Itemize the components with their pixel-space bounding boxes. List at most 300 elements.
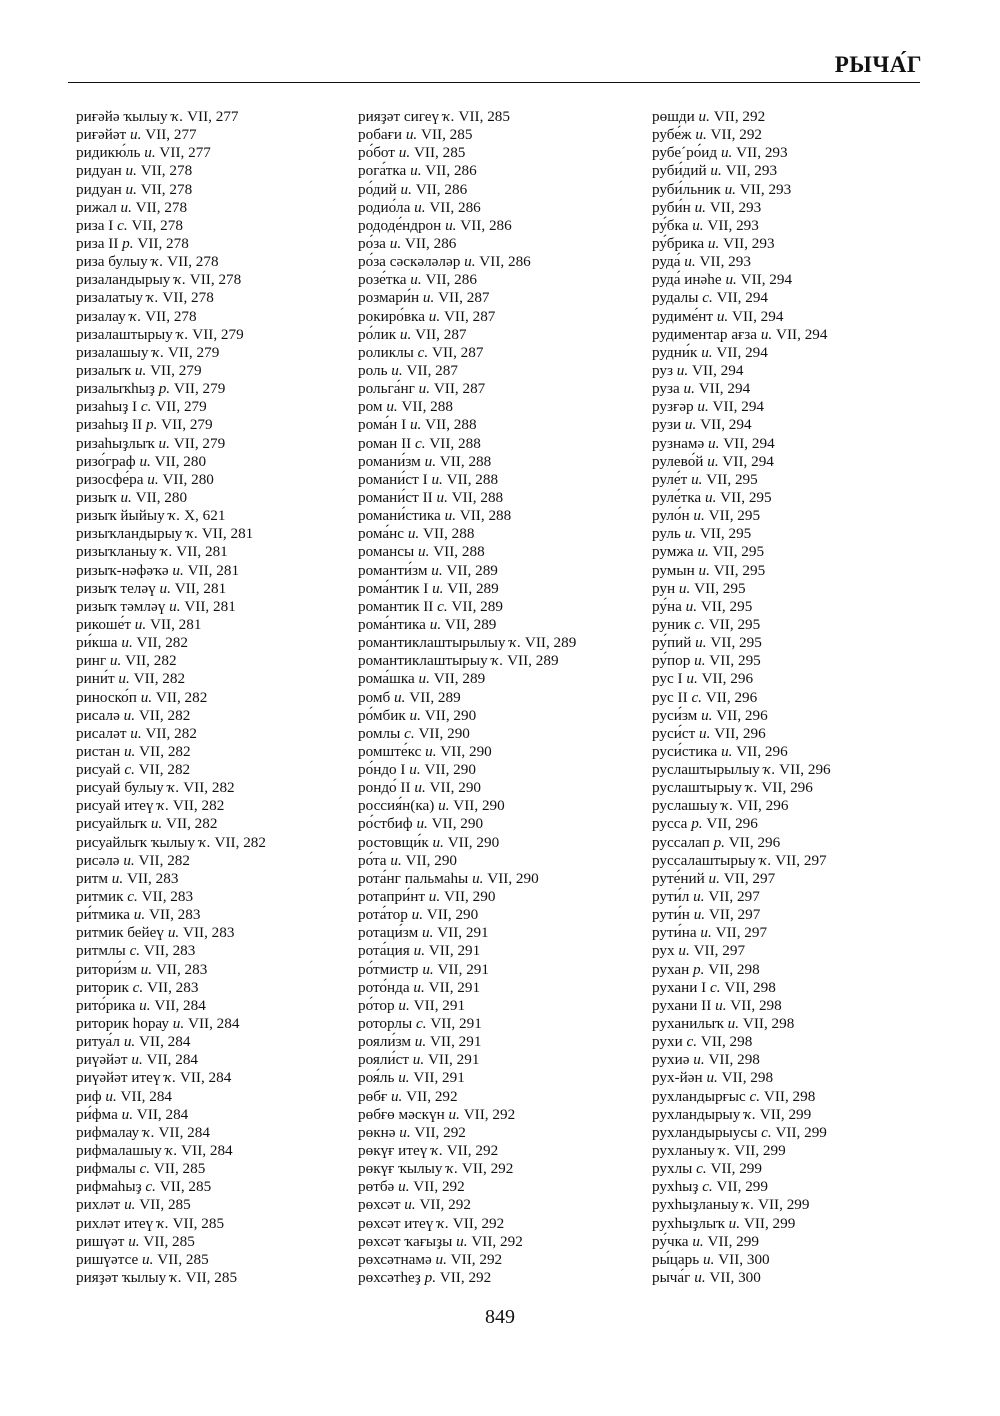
entry-word: ру́на	[652, 597, 682, 615]
entry-word: романсы	[358, 543, 415, 561]
entry-reference: VII, 292	[413, 1178, 465, 1196]
entry-pos: и.	[424, 452, 436, 470]
dictionary-entry	[652, 380, 831, 398]
entry-pos: и.	[684, 253, 696, 271]
entry-reference: VII, 279	[173, 380, 226, 398]
entry-pos: и.	[120, 198, 132, 216]
entry-word: руник	[652, 615, 691, 633]
column-1	[76, 108, 266, 1287]
entry-reference: VII, 299	[743, 1214, 796, 1232]
dictionary-entry	[652, 235, 831, 253]
dictionary-entry	[652, 815, 831, 833]
entry-reference: VII, 296	[736, 742, 788, 760]
entry-word: ризыҡ теләү	[76, 579, 156, 597]
dictionary-entry	[358, 253, 576, 271]
entry-word: ром	[358, 398, 383, 416]
dictionary-entry	[358, 507, 576, 525]
dictionary-entry	[358, 888, 576, 906]
entry-reference: VII, 290	[447, 833, 500, 851]
dictionary-entry	[76, 108, 266, 126]
entry-pos: и.	[172, 1015, 185, 1033]
dictionary-entry	[358, 580, 576, 598]
entry-pos: и.	[435, 1250, 447, 1268]
entry-pos: и.	[438, 797, 450, 815]
entry-pos: и.	[409, 761, 421, 779]
entry-reference: VII, 297	[693, 942, 746, 960]
entry-pos: и.	[139, 996, 151, 1014]
dictionary-entry	[652, 362, 831, 380]
dictionary-entry	[652, 779, 831, 797]
entry-reference: VII, 292	[452, 1214, 505, 1232]
entry-pos: с.	[696, 1160, 707, 1178]
entry-pos: и.	[694, 198, 706, 216]
entry-word: риноско́п	[76, 688, 137, 706]
entry-pos: ҡ.	[164, 1069, 177, 1087]
entry-word: роман II	[358, 434, 412, 452]
entry-pos: и.	[425, 742, 437, 760]
entry-reference: VII, 290	[424, 706, 477, 724]
entry-pos: и.	[693, 906, 706, 924]
entry-word: риғәйә ҡылыу	[76, 108, 168, 125]
entry-pos: и.	[418, 670, 430, 688]
entry-pos: и.	[407, 525, 420, 543]
entry-reference: VII, 292	[713, 108, 766, 125]
entry-word: роторлы	[358, 1015, 413, 1033]
dictionary-entry	[358, 761, 576, 779]
entry-pos: и.	[700, 924, 712, 942]
entry-word: розмари́н	[358, 289, 420, 307]
entry-word: руслаштырылыу	[652, 761, 760, 779]
entry-word: рути́н	[652, 906, 690, 924]
entry-pos: с.	[124, 761, 135, 779]
entry-reference: VII, 284	[179, 1069, 232, 1087]
entry-word: ротаци́зм	[358, 924, 419, 942]
entry-pos: и.	[123, 706, 136, 724]
entry-word: ридикю́ль	[76, 144, 141, 162]
entry-word: рисуай	[76, 761, 121, 779]
entry-word: ро́ндо I	[358, 761, 406, 779]
entry-pos: и.	[123, 1033, 136, 1051]
entry-word: романтиклаштырылыу	[358, 634, 506, 652]
entry-word: рифмаһыҙ	[76, 1178, 142, 1196]
dictionary-entry	[652, 924, 831, 942]
dictionary-entry	[76, 507, 266, 525]
dictionary-entry	[652, 1088, 831, 1106]
entry-reference: VII, 297	[723, 869, 776, 887]
entry-pos: ҡ.	[156, 1214, 169, 1232]
entry-word: рухлы	[652, 1160, 693, 1178]
entry-reference: VII, 289	[409, 688, 461, 706]
entry-pos: с.	[129, 942, 141, 960]
entry-pos: и.	[410, 162, 422, 180]
entry-word: рифмалау	[76, 1123, 140, 1141]
entry-word: рома́н I	[358, 416, 407, 434]
dictionary-entry	[76, 471, 266, 489]
entry-word: руслашыу	[652, 797, 718, 815]
entry-word: рисуайлыҡ ҡылыу	[76, 833, 196, 851]
entry-reference: VII, 282	[138, 706, 191, 724]
entry-word: ризосфе́ра	[76, 470, 144, 488]
dictionary-entry	[76, 961, 266, 979]
entry-word: рота́ция	[358, 942, 410, 960]
entry-pos: с.	[404, 724, 415, 742]
entry-word: рун	[652, 579, 676, 597]
entry-pos: ҡ.	[174, 271, 186, 289]
entry-word: ру́пор	[652, 652, 691, 670]
entry-word: рубе́ж	[652, 126, 692, 144]
entry-pos: р.	[713, 833, 725, 851]
entry-word: рини́т	[76, 670, 115, 688]
dictionary-entry	[358, 144, 576, 162]
entry-reference: VII, 288	[429, 434, 481, 452]
entry-pos: р.	[145, 416, 158, 434]
entry-pos: и.	[698, 561, 710, 579]
entry-reference: VII, 280	[154, 452, 207, 470]
dictionary-entry	[76, 489, 266, 507]
entry-pos: и.	[150, 815, 163, 833]
dictionary-entry	[76, 797, 266, 815]
entry-pos: и.	[693, 1051, 705, 1069]
entry-reference: VII, 286	[479, 253, 531, 271]
entry-reference: VII, 293	[709, 198, 762, 216]
entry-reference: VII, 297	[715, 924, 768, 942]
entry-word: рисуайлыҡ	[76, 815, 148, 833]
entry-pos: р.	[158, 380, 171, 398]
entry-pos: с.	[694, 615, 705, 633]
entry-pos: и.	[128, 1232, 140, 1250]
entry-word: розе́тка	[358, 271, 407, 289]
dictionary-entry	[76, 308, 266, 326]
dictionary-entry	[76, 779, 266, 797]
entry-reference: VII, 281	[201, 525, 254, 543]
entry-reference: VII, 278	[135, 198, 188, 216]
entry-word: ромште́кс	[358, 742, 422, 760]
entry-word: ризалыҡ	[76, 361, 132, 379]
entry-reference: VII, 281	[176, 543, 228, 561]
entry-reference: VII, 284	[146, 1051, 199, 1069]
dictionary-entry	[76, 815, 266, 833]
entry-word: рудиме́нт	[652, 307, 714, 325]
dictionary-entry	[358, 525, 576, 543]
dictionary-entry	[358, 1142, 576, 1160]
entry-pos: р.	[691, 815, 703, 833]
dictionary-entry	[76, 852, 266, 870]
entry-reference: VII, 289	[446, 561, 498, 579]
entry-reference: VII, 278	[189, 271, 242, 289]
entry-pos: и.	[413, 942, 425, 960]
dictionary-entry	[652, 1051, 831, 1069]
entry-word: рөшди	[652, 108, 695, 125]
entry-pos: и.	[134, 361, 147, 379]
entry-pos: и.	[418, 380, 431, 398]
entry-reference: VII, 288	[451, 488, 504, 506]
dictionary-entry	[358, 1269, 576, 1287]
dictionary-entry	[652, 398, 831, 416]
entry-reference: VII, 282	[172, 797, 225, 815]
dictionary-entry	[76, 942, 266, 960]
entry-word: рондо́ II	[358, 779, 411, 797]
entry-pos: и.	[699, 724, 711, 742]
dictionary-entry	[652, 761, 831, 779]
entry-reference: VII, 291	[429, 1033, 482, 1051]
entry-reference: VII, 278	[145, 307, 197, 325]
dictionary-entry	[358, 471, 576, 489]
dictionary-entry	[358, 1015, 576, 1033]
entry-word: руссалаштырыу	[652, 851, 756, 869]
guide-word: РЫЧА́Г	[834, 52, 922, 77]
entry-word: румжа	[652, 543, 694, 561]
entry-reference: VII, 287	[438, 289, 490, 307]
dictionary-entry	[76, 525, 266, 543]
entry-reference: VII, 298	[721, 1069, 774, 1087]
entry-word: руби́н	[652, 198, 691, 216]
entry-reference: VII, 282	[125, 652, 177, 670]
entry-reference: VII, 287	[443, 307, 496, 325]
entry-word: рота́тор	[358, 906, 408, 924]
entry-reference: VII, 291	[430, 1015, 482, 1033]
dictionary-entry	[652, 1124, 831, 1142]
entry-word: рояли́ст	[358, 1051, 409, 1069]
entry-pos: и.	[715, 996, 727, 1014]
entry-word: руси́стика	[652, 742, 718, 760]
entry-word: рольга́нг	[358, 380, 415, 398]
dictionary-entry	[652, 1160, 831, 1178]
dictionary-entry	[76, 453, 266, 471]
dictionary-entry	[76, 689, 266, 707]
entry-reference: VII, 283	[141, 888, 194, 906]
entry-word: ризаһыҙлыҡ	[76, 434, 155, 452]
entry-reference: VII, 295	[700, 597, 753, 615]
entry-reference: VII, 281	[187, 561, 240, 579]
dictionary-entry	[358, 162, 576, 180]
entry-word: рито́рика	[76, 996, 136, 1014]
entry-reference: VII, 282	[166, 815, 218, 833]
dictionary-entry	[358, 961, 576, 979]
entry-pos: и.	[436, 488, 448, 506]
dictionary-entry	[76, 834, 266, 852]
entry-word: рухани I	[652, 978, 707, 996]
entry-word: рухланыу	[652, 1142, 715, 1160]
entry-word: ринг	[76, 652, 107, 670]
entry-pos: и.	[701, 706, 713, 724]
dictionary-entry	[358, 1178, 576, 1196]
entry-word: ритуа́л	[76, 1033, 121, 1051]
dictionary-entry	[358, 1033, 576, 1051]
entry-word: ру́чка	[652, 1232, 689, 1250]
dictionary-entry	[652, 979, 831, 997]
entry-word: руханилыҡ	[652, 1015, 724, 1033]
entry-pos: ҡ.	[744, 1105, 756, 1123]
entry-pos: ҡ.	[763, 761, 776, 779]
entry-reference: VII, 293	[707, 216, 759, 234]
dictionary-entry	[76, 1106, 266, 1124]
entry-reference: VII, 294	[716, 343, 768, 361]
entry-reference: VII, 300	[718, 1250, 770, 1268]
entry-word: ризалаштырыу	[76, 325, 173, 343]
entry-pos: и.	[411, 906, 423, 924]
entry-pos: ҡ.	[168, 507, 181, 525]
dictionary-entry	[358, 416, 576, 434]
entry-pos: ҡ.	[437, 1214, 449, 1232]
dictionary-entry	[652, 344, 831, 362]
dictionary-entry	[652, 888, 831, 906]
dictionary-entry	[76, 289, 266, 307]
entry-word: риторик	[76, 978, 129, 996]
entry-reference: X, 621	[184, 507, 226, 525]
dictionary-entry	[76, 1124, 266, 1142]
dictionary-entry	[652, 416, 831, 434]
entry-pos: ҡ.	[151, 253, 164, 271]
entry-reference: VII, 295	[713, 561, 766, 579]
entry-pos: и.	[432, 833, 444, 851]
entry-pos: и.	[416, 815, 428, 833]
dictionary-entry	[358, 217, 576, 235]
entry-reference: VII, 289	[524, 634, 577, 652]
entry-pos: с.	[691, 688, 702, 706]
entry-word: рома́шка	[358, 670, 415, 688]
dictionary-entry	[652, 199, 831, 217]
dictionary-entry	[358, 689, 576, 707]
entry-word: рудни́к	[652, 343, 698, 361]
entry-reference: VII, 282	[138, 851, 190, 869]
entry-reference: VII, 285	[153, 1160, 206, 1178]
entry-word: рома́нтика	[358, 615, 426, 633]
entry-reference: VII, 286	[425, 162, 477, 180]
dictionary-entry	[76, 1160, 266, 1178]
dictionary-entry	[358, 1196, 576, 1214]
entry-pos: и.	[109, 652, 122, 670]
dictionary-entry	[652, 870, 831, 888]
entry-word: рөкүғ ҡылыу	[358, 1160, 443, 1178]
dictionary-entry	[358, 181, 576, 199]
entry-reference: VII, 293	[739, 180, 792, 198]
entry-pos: с.	[132, 978, 144, 996]
entry-reference: VII, 299	[707, 1232, 759, 1250]
entry-reference: VII, 288	[423, 525, 475, 543]
entry-pos: и.	[678, 942, 690, 960]
entry-word: ру́брика	[652, 234, 705, 252]
entry-reference: VII, 297	[708, 888, 760, 906]
dictionary-entry	[652, 126, 831, 144]
entry-reference: VII, 284	[187, 1015, 240, 1033]
entry-word: рифмалы	[76, 1160, 136, 1178]
entry-reference: VII, 295	[712, 543, 765, 561]
dictionary-entry	[652, 1015, 831, 1033]
dictionary-entry	[358, 797, 576, 815]
entry-pos: и.	[697, 398, 709, 416]
entry-pos: и.	[702, 1250, 715, 1268]
entry-reference: VII, 285	[139, 1196, 191, 1214]
entry-word: рухи	[652, 1033, 683, 1051]
entry-word: руте́ний	[652, 869, 705, 887]
entry-reference: VII, 298	[708, 1051, 760, 1069]
dictionary-entry	[652, 507, 831, 525]
dictionary-entry	[358, 870, 576, 888]
entry-reference: VII, 288	[425, 416, 477, 434]
header-rule	[68, 82, 920, 83]
dictionary-entry	[652, 707, 831, 725]
entry-reference: VII, 280	[135, 488, 188, 506]
entry-word: рухани II	[652, 996, 712, 1014]
entry-pos: и.	[105, 1087, 117, 1105]
entry-word: ризаландырыу	[76, 271, 171, 289]
entry-pos: и.	[159, 579, 171, 597]
dictionary-entry	[358, 271, 576, 289]
dictionary-entry	[76, 1215, 266, 1233]
dictionary-entry	[76, 562, 266, 580]
entry-pos: и.	[133, 906, 146, 924]
entry-pos: ҡ.	[491, 652, 504, 670]
dictionary-entry	[652, 144, 831, 162]
entry-pos: с.	[702, 289, 713, 307]
dictionary-entry	[652, 1033, 831, 1051]
entry-pos: и.	[140, 688, 153, 706]
dictionary-entry	[76, 1251, 266, 1269]
entry-reference: VII, 296	[716, 706, 768, 724]
entry-pos: ҡ.	[186, 525, 199, 543]
entry-pos: и.	[684, 416, 697, 434]
entry-word: рух-йән	[652, 1069, 703, 1087]
entry-word: ритори́зм	[76, 960, 137, 978]
dictionary-entry	[652, 489, 831, 507]
entry-pos: и.	[414, 1033, 427, 1051]
dictionary-entry	[76, 235, 266, 253]
dictionary-entry	[652, 652, 831, 670]
entry-reference: VII, 294	[712, 398, 765, 416]
entry-word: ро́дий	[358, 180, 397, 198]
entry-reference: VII, 278	[137, 234, 189, 252]
entry-word: рияҙәт ҡылыу	[76, 1269, 167, 1286]
dictionary-entry	[358, 1160, 576, 1178]
entry-reference: VII, 298	[708, 960, 760, 978]
dictionary-entry	[358, 344, 576, 362]
entry-pos: и.	[142, 1250, 154, 1268]
entry-pos: и.	[167, 924, 180, 942]
entry-word: рус II	[652, 688, 688, 706]
dictionary-entry	[652, 1069, 831, 1087]
dictionary-entry	[358, 380, 576, 398]
entry-pos: и.	[444, 507, 456, 525]
entry-reference: VII, 296	[761, 779, 813, 797]
entry-word: рус I	[652, 670, 683, 688]
dictionary-entry	[652, 471, 831, 489]
entry-pos: ҡ.	[152, 343, 165, 361]
entry-pos: и.	[701, 343, 713, 361]
entry-reference: VII, 277	[159, 144, 211, 162]
entry-reference: VII, 295	[709, 652, 761, 670]
dictionary-entry	[358, 1088, 576, 1106]
entry-word: ридуан	[76, 180, 122, 198]
entry-reference: VII, 289	[451, 597, 503, 615]
entry-word: ризыҡ-нәфәҡә	[76, 561, 169, 579]
entry-pos: с.	[761, 1123, 772, 1141]
dictionary-entry	[76, 398, 266, 416]
entry-reference: VII, 294	[691, 361, 744, 379]
dictionary-entry	[76, 1196, 266, 1214]
entry-pos: и.	[431, 470, 443, 488]
dictionary-entry	[358, 543, 576, 561]
entry-word: руль	[652, 525, 681, 543]
entry-reference: VII, 297	[708, 906, 761, 924]
dictionary-entry	[358, 779, 576, 797]
dictionary-entry	[358, 616, 576, 634]
entry-pos: и.	[130, 126, 142, 144]
entry-reference: VII, 292	[710, 126, 763, 144]
entry-pos: и.	[431, 561, 443, 579]
entry-reference: VII, 298	[700, 1033, 753, 1051]
entry-pos: ҡ.	[198, 833, 211, 851]
entry-word: рухһыҙлыҡ	[652, 1214, 725, 1232]
